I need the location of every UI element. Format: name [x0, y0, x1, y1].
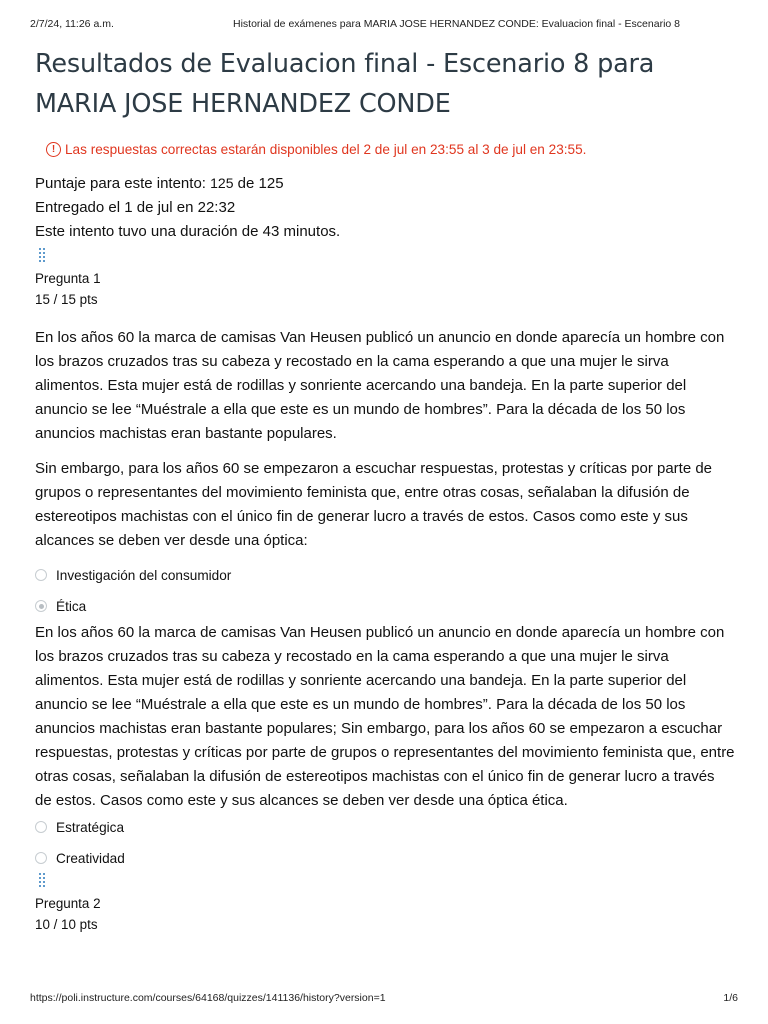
print-page-number: 1/6 — [723, 992, 738, 1004]
score-value: 125 — [210, 175, 234, 191]
answer-option[interactable] — [35, 564, 735, 586]
answer-list-continued — [35, 816, 735, 869]
question-paragraph: Sin embargo, para los años 60 se empezaron a escuchar respuestas, protestas y críticas por parte de grupos o representantes del movimiento feminista que, entre otras cosas, señalaban la difusión de estereotipos machistas con el único fin de generar lucro a través de estos. Casos como este y sus alcances se deben ver desde una óptica: — [35, 460, 713, 549]
print-date: 2/7/24, 11:26 a.m. — [30, 18, 114, 30]
answer-option[interactable] — [35, 847, 735, 869]
answer-list — [35, 564, 735, 617]
question-paragraph: En los años 60 la marca de camisas Van Heusen publicó un anuncio en donde aparecía un hombre con los brazos cruzados tras su cabeza y recostado en la cama esperando a que una mujer le sirva alimentos. Esta mujer está de rodillas y sonriente acercando una bandeja. En la parte superior del anuncio se lee “Muéstrale a ella que este es un mundo de hombres”. Para la década de los 50 los anuncios machistas eran bastante populares. — [35, 329, 725, 442]
question-header — [35, 268, 735, 310]
question-2 — [35, 872, 735, 935]
question-title: Pregunta 2 — [35, 896, 101, 911]
attempt-duration: Este intento tuvo una duración de 43 minutos. — [35, 223, 341, 240]
attempt-score — [35, 171, 735, 196]
drag-handle-icon[interactable] — [38, 247, 48, 263]
page-title: Resultados de Evaluacion final - Escenario 8 para MARIA JOSE HERNANDEZ CONDE — [35, 49, 655, 119]
score-total: de 125 — [237, 175, 284, 192]
answer-label: Estratégica — [56, 819, 125, 835]
answer-feedback: En los años 60 la marca de camisas Van Heusen publicó un anuncio en donde aparecía un hombre con los brazos cruzados tras su cabeza y recostado en la cama esperando a que una mujer le sirva alimentos. Esta mujer está de rodillas y sonriente acercando una bandeja. En la parte superior del anuncio se lee “Muéstrale a ella que este es un mundo de hombres”. Para la década de los 50 los anuncios machistas eran bastante populares; Sin embargo, para los años 60 se empezaron a escuchar respuestas, protestas y críticas por parte de grupos o representantes del movimiento feminista que, entre otras cosas, señalaban la difusión de estereotipos machistas con el único fin de generar lucro a través de estos. Casos como este y sus alcances se deben ver desde una óptica ética. — [35, 624, 735, 809]
answers-availability-alert — [46, 142, 735, 157]
question-points: 10 / 10 pts — [35, 917, 98, 932]
answer-option[interactable] — [35, 816, 735, 838]
answer-option-selected[interactable] — [35, 595, 735, 617]
attempt-summary — [35, 171, 735, 244]
radio-button[interactable] — [35, 569, 47, 581]
print-footer — [30, 992, 738, 1004]
answer-label: Investigación del consumidor — [56, 567, 232, 583]
question-text — [35, 326, 735, 553]
submitted-date: Entregado el 1 de jul en 22:32 — [35, 199, 236, 216]
question-1 — [35, 247, 735, 869]
alert-text: Las respuestas correctas estarán disponibles del 2 de jul en 23:55 al 3 de jul en 23:55. — [65, 142, 587, 157]
print-url: https://poli.instructure.com/courses/64168/quizzes/141136/history?version=1 — [30, 992, 386, 1004]
print-document-title: Historial de exámenes para MARIA JOSE HERNANDEZ CONDE: Evaluacion final - Escenario 8 — [233, 18, 680, 30]
print-header — [30, 18, 738, 30]
main-content — [35, 44, 735, 935]
question-header — [35, 893, 735, 935]
radio-button-checked[interactable] — [35, 600, 47, 612]
score-label: Puntaje para este intento: — [35, 175, 206, 192]
question-points: 15 / 15 pts — [35, 292, 98, 307]
exclamation-circle-icon: ! — [46, 142, 61, 157]
drag-handle-icon[interactable] — [38, 872, 48, 888]
answer-label: Creatividad — [56, 850, 125, 866]
radio-button[interactable] — [35, 852, 47, 864]
answer-label: Ética — [56, 598, 87, 614]
question-title: Pregunta 1 — [35, 271, 101, 286]
radio-button[interactable] — [35, 821, 47, 833]
